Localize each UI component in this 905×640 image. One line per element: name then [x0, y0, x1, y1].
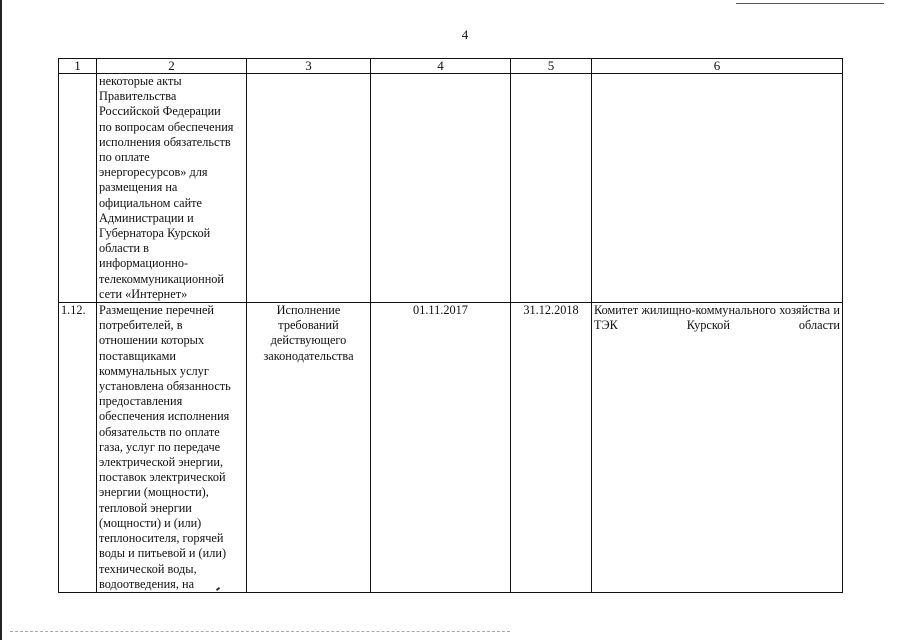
result-line: требований	[278, 318, 339, 333]
row-start-date	[371, 74, 511, 303]
description-line: теплоносителя, горячей	[99, 531, 224, 546]
table-row	[59, 303, 843, 593]
description-line: официальном сайте	[99, 195, 202, 210]
scan-mark	[736, 3, 884, 4]
description-line: энергии (мощности),	[99, 485, 209, 500]
table-header-row	[59, 59, 843, 74]
description-line: технической воды,	[99, 561, 197, 576]
column-header-1: 1	[59, 59, 97, 74]
description-line: области в	[99, 241, 149, 256]
description-line: потребителей, в	[99, 318, 183, 333]
row-number	[59, 74, 97, 303]
description-line: Губернатора Курской	[99, 226, 211, 241]
row-description	[97, 74, 247, 303]
description-line: установлена обязанность	[99, 379, 231, 394]
column-header-2: 2	[97, 59, 247, 74]
row-executor: Комитет жилищно-коммунального хозяйства и ТЭК Курской области	[592, 303, 843, 593]
table-row	[59, 74, 843, 303]
description-line: Размещение перечней	[99, 303, 214, 318]
description-line: газа, услуг по передаче	[99, 439, 221, 454]
row-result	[247, 303, 371, 593]
description-line: по вопросам обеспечения	[99, 119, 234, 134]
description-line: Администрации и	[99, 210, 194, 225]
description-line: поставок электрической	[99, 470, 226, 485]
description-line: Правительства	[99, 89, 177, 104]
description-line: сети «Интернет»	[99, 286, 188, 301]
description-line: телекоммуникационной	[99, 271, 225, 286]
row-description	[97, 303, 247, 593]
column-header-3: 3	[247, 59, 371, 74]
column-header-5: 5	[511, 59, 592, 74]
description-line: Российской Федерации	[99, 104, 221, 119]
description-line: тепловой энергии	[99, 500, 192, 515]
result-line: действующего	[270, 333, 347, 348]
scan-edge	[0, 0, 2, 640]
column-header-4: 4	[371, 59, 511, 74]
description-line: электрической энергии,	[99, 455, 224, 470]
description-line: предоставления	[99, 394, 183, 409]
row-end-date: 31.12.2018	[511, 303, 592, 593]
description-line: информационно-	[99, 256, 189, 271]
result-line: законодательства	[263, 348, 354, 363]
description-line: воды и питьевой и (или)	[99, 546, 227, 561]
description-line: энергоресурсов» для	[99, 165, 208, 180]
description-line: по оплате	[99, 150, 150, 165]
description-line: коммунальных услуг	[99, 363, 209, 378]
row-result	[247, 74, 371, 303]
description-line: обеспечения исполнения	[99, 409, 230, 424]
row-executor	[592, 74, 843, 303]
description-line: обязательств по оплате	[99, 424, 220, 439]
description-line: отношении которых	[99, 333, 205, 348]
row-start-date: 01.11.2017	[371, 303, 511, 593]
description-line: водоотведения, на	[99, 576, 195, 591]
measures-table	[58, 58, 843, 593]
scan-mark	[10, 631, 510, 633]
page-number: 4	[461, 27, 469, 42]
description-line: исполнения обязательств	[99, 134, 231, 149]
description-line: поставщиками	[99, 348, 176, 363]
description-line: (мощности) и (или)	[99, 515, 202, 530]
description-line: размещения на	[99, 180, 178, 195]
description-line: некоторые акты	[99, 74, 182, 88]
row-end-date	[511, 74, 592, 303]
result-line: Исполнение	[276, 303, 341, 318]
column-header-6: 6	[592, 59, 843, 74]
row-number: 1.12.	[59, 303, 97, 593]
